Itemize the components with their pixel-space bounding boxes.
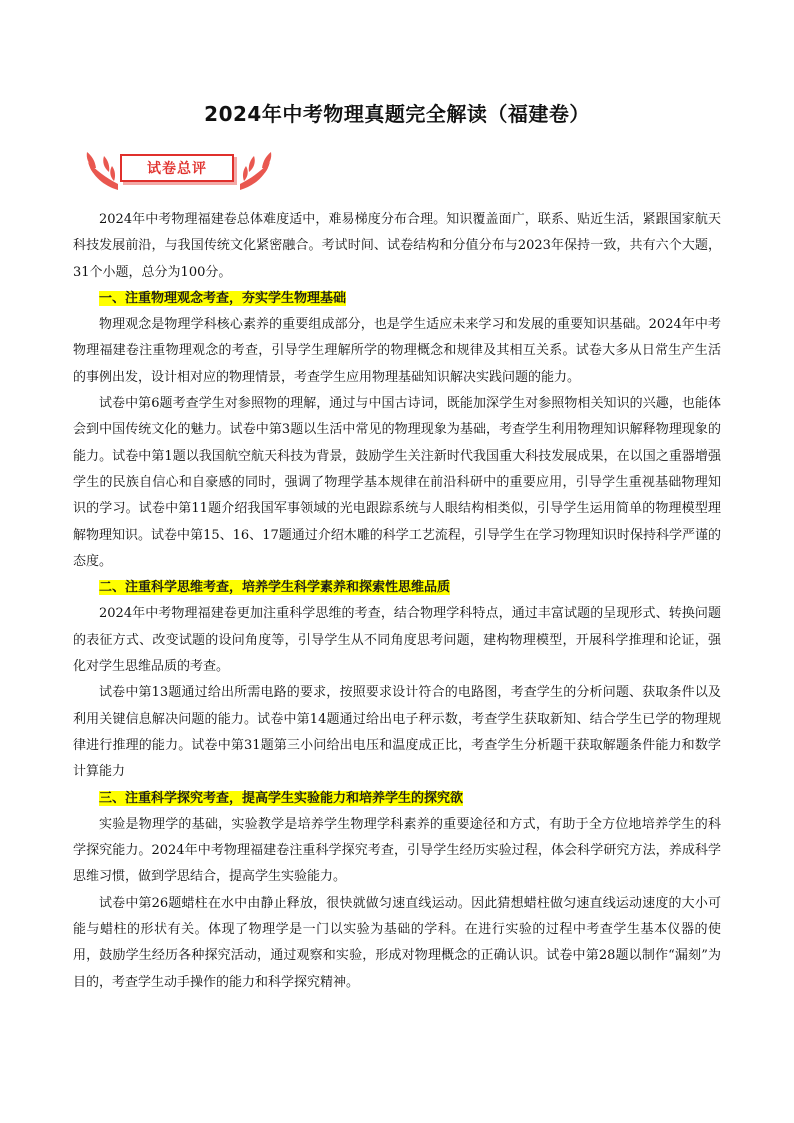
section-1-paragraph-2: 试卷中第6题考查学生对参照物的理解，通过与中国古诗词，既能加深学生对参照物相关知识的兴趣，也能体会到中国传统文化的魅力。试卷中第3题以生活中常见的物理现象为基础，考查学生利用物理知识解释物理现象的能力。试卷中第1题以我国航空航天科技为背景，鼓励学生关注新时代我国重大科技发展成果，在以国之重器增强学生的民族自信心和自豪感的同时，强调了物理学基本规律在前沿科研中的重要应用，引导学生重视基础物理知识的学习。试卷中第11题介绍我国军事领域的光电跟踪系统与人眼结构相类似，引导学生运用简单的物理模型理解物理知识。试卷中第15、16、17题通过介绍木雕的科学工艺流程，引导学生在学习物理知识时保持科学严谨的态度。: [73, 396, 721, 569]
section-1-paragraph-1: 物理观念是物理学科核心素养的重要组成部分，也是学生适应未来学习和发展的重要知识基础。2024年中考物理福建卷注重物理观念的考查，引导学生理解所学的物理概念和规律及其相互关系。试卷大多从日常生产生活的事例出发，设计相对应的物理情景，考查学生应用物理基础知识解决实践问题的能力。: [73, 317, 721, 385]
section-heading-1: 一、注重物理观念考查，夯实学生物理基础: [99, 290, 347, 306]
body-content: [73, 207, 721, 996]
section-2-paragraph-1: 2024年中考物理福建卷更加注重科学思维的考查，结合物理学科特点，通过丰富试题的呈现形式、转换问题的表征方式、改变试题的设问角度等，引导学生从不同角度思考问题，建构物理模型，开展科学推理和论证，强化对学生思维品质的考查。: [73, 606, 721, 675]
intro-paragraph: 2024年中考物理福建卷总体难度适中，难易梯度分布合理。知识覆盖面广，联系、贴近生活，紧跟国家航天科技发展前沿，与我国传统文化紧密融合。考试时间、试卷结构和分值分布与2023年保持一致，共有六个大题，31个小题，总分为100分。: [73, 212, 721, 280]
section-banner: [84, 146, 274, 194]
section-heading-2: 二、注重科学思维考查，培养学生科学素养和探索性思维品质: [99, 580, 451, 596]
section-3-paragraph-1: 实验是物理学的基础，实验教学是培养学生物理学科素养的重要途径和方式，有助于全方位地培养学生的科学探究能力。2024年中考物理福建卷注重科学探究考查，引导学生经历实验过程，体会科学研究方法，养成科学思维习惯，做到学思结合，提高学生实验能力。: [73, 816, 721, 885]
section-heading-3: 三、注重科学探究考查，提高学生实验能力和培养学生的探究欲: [99, 790, 464, 806]
section-label: 试卷总评: [120, 154, 234, 182]
section-3-paragraph-2: 试卷中第26题蜡柱在水中由静止释放，很快就做匀速直线运动。因此猜想蜡柱做匀速直线运动速度的大小可能与蜡柱的形状有关。体现了物理学是一门以实验为基础的学科。在进行实验的过程中考查学生基本仪器的使用，鼓励学生经历各种探究活动，通过观察和实验，形成对物理概念的正确认识。试卷中第28题以制作“漏刻”为目的，考查学生动手操作的能力和科学探究精神。: [73, 895, 721, 990]
page-title: 2024年中考物理真题完全解读（福建卷）: [204, 102, 590, 126]
section-2-paragraph-2: 试卷中第13题通过给出所需电路的要求，按照要求设计符合的电路图，考查学生的分析问题、获取条件以及利用关键信息解决问题的能力。试卷中第14题通过给出电子秤示数，考查学生获取新知、结合学生已学的物理规律进行推理的能力。试卷中第31题第三小问给出电压和温度成正比，考查学生分析题干获取解题条件能力和数学计算能力: [73, 685, 721, 780]
